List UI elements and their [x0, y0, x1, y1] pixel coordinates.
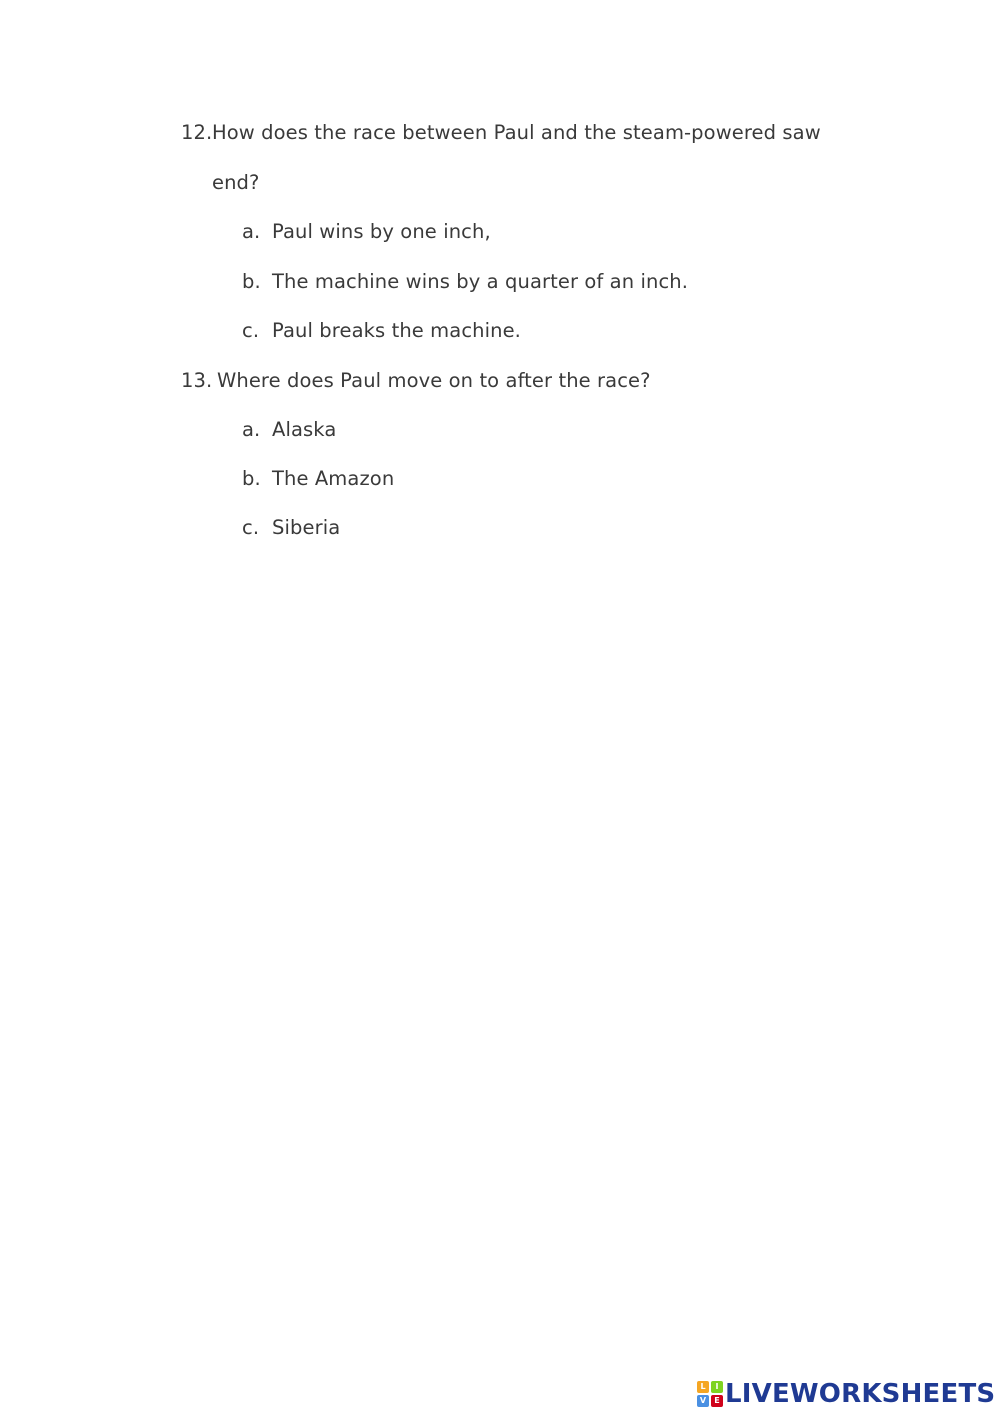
question-13-number: 13.	[181, 369, 213, 392]
question-12-option-a-letter: a.	[242, 220, 261, 243]
logo-mark-e: E	[711, 1395, 723, 1407]
question-13-option-a-letter: a.	[242, 418, 261, 441]
question-12-option-b-letter: b.	[242, 270, 261, 293]
question-12-option-c-letter: c.	[242, 319, 260, 342]
question-12-number: 12.	[181, 121, 213, 144]
question-13-option-a[interactable]: Alaska	[272, 418, 337, 441]
question-12-text-line1: How does the race between Paul and the steam-powered saw	[212, 121, 821, 144]
question-12-option-a[interactable]: Paul wins by one inch,	[272, 220, 491, 243]
logo-mark-l: L	[697, 1381, 709, 1393]
liveworksheets-logo	[697, 1378, 995, 1410]
logo-mark-v: V	[697, 1395, 709, 1407]
question-13-option-c[interactable]: Siberia	[272, 516, 341, 539]
logo-text: LIVEWORKSHEETS	[725, 1379, 996, 1409]
question-13-option-c-letter: c.	[242, 516, 260, 539]
question-13-text: Where does Paul move on to after the race?	[217, 369, 651, 392]
question-12-text-line2: end?	[212, 171, 260, 194]
logo-mark-i: I	[711, 1381, 723, 1393]
question-13-option-b[interactable]: The Amazon	[272, 467, 395, 490]
question-12-option-c[interactable]: Paul breaks the machine.	[272, 319, 521, 342]
question-12-option-b[interactable]: The machine wins by a quarter of an inch.	[272, 270, 689, 293]
question-13-option-b-letter: b.	[242, 467, 261, 490]
liveworksheets-logo-icon	[697, 1381, 723, 1407]
